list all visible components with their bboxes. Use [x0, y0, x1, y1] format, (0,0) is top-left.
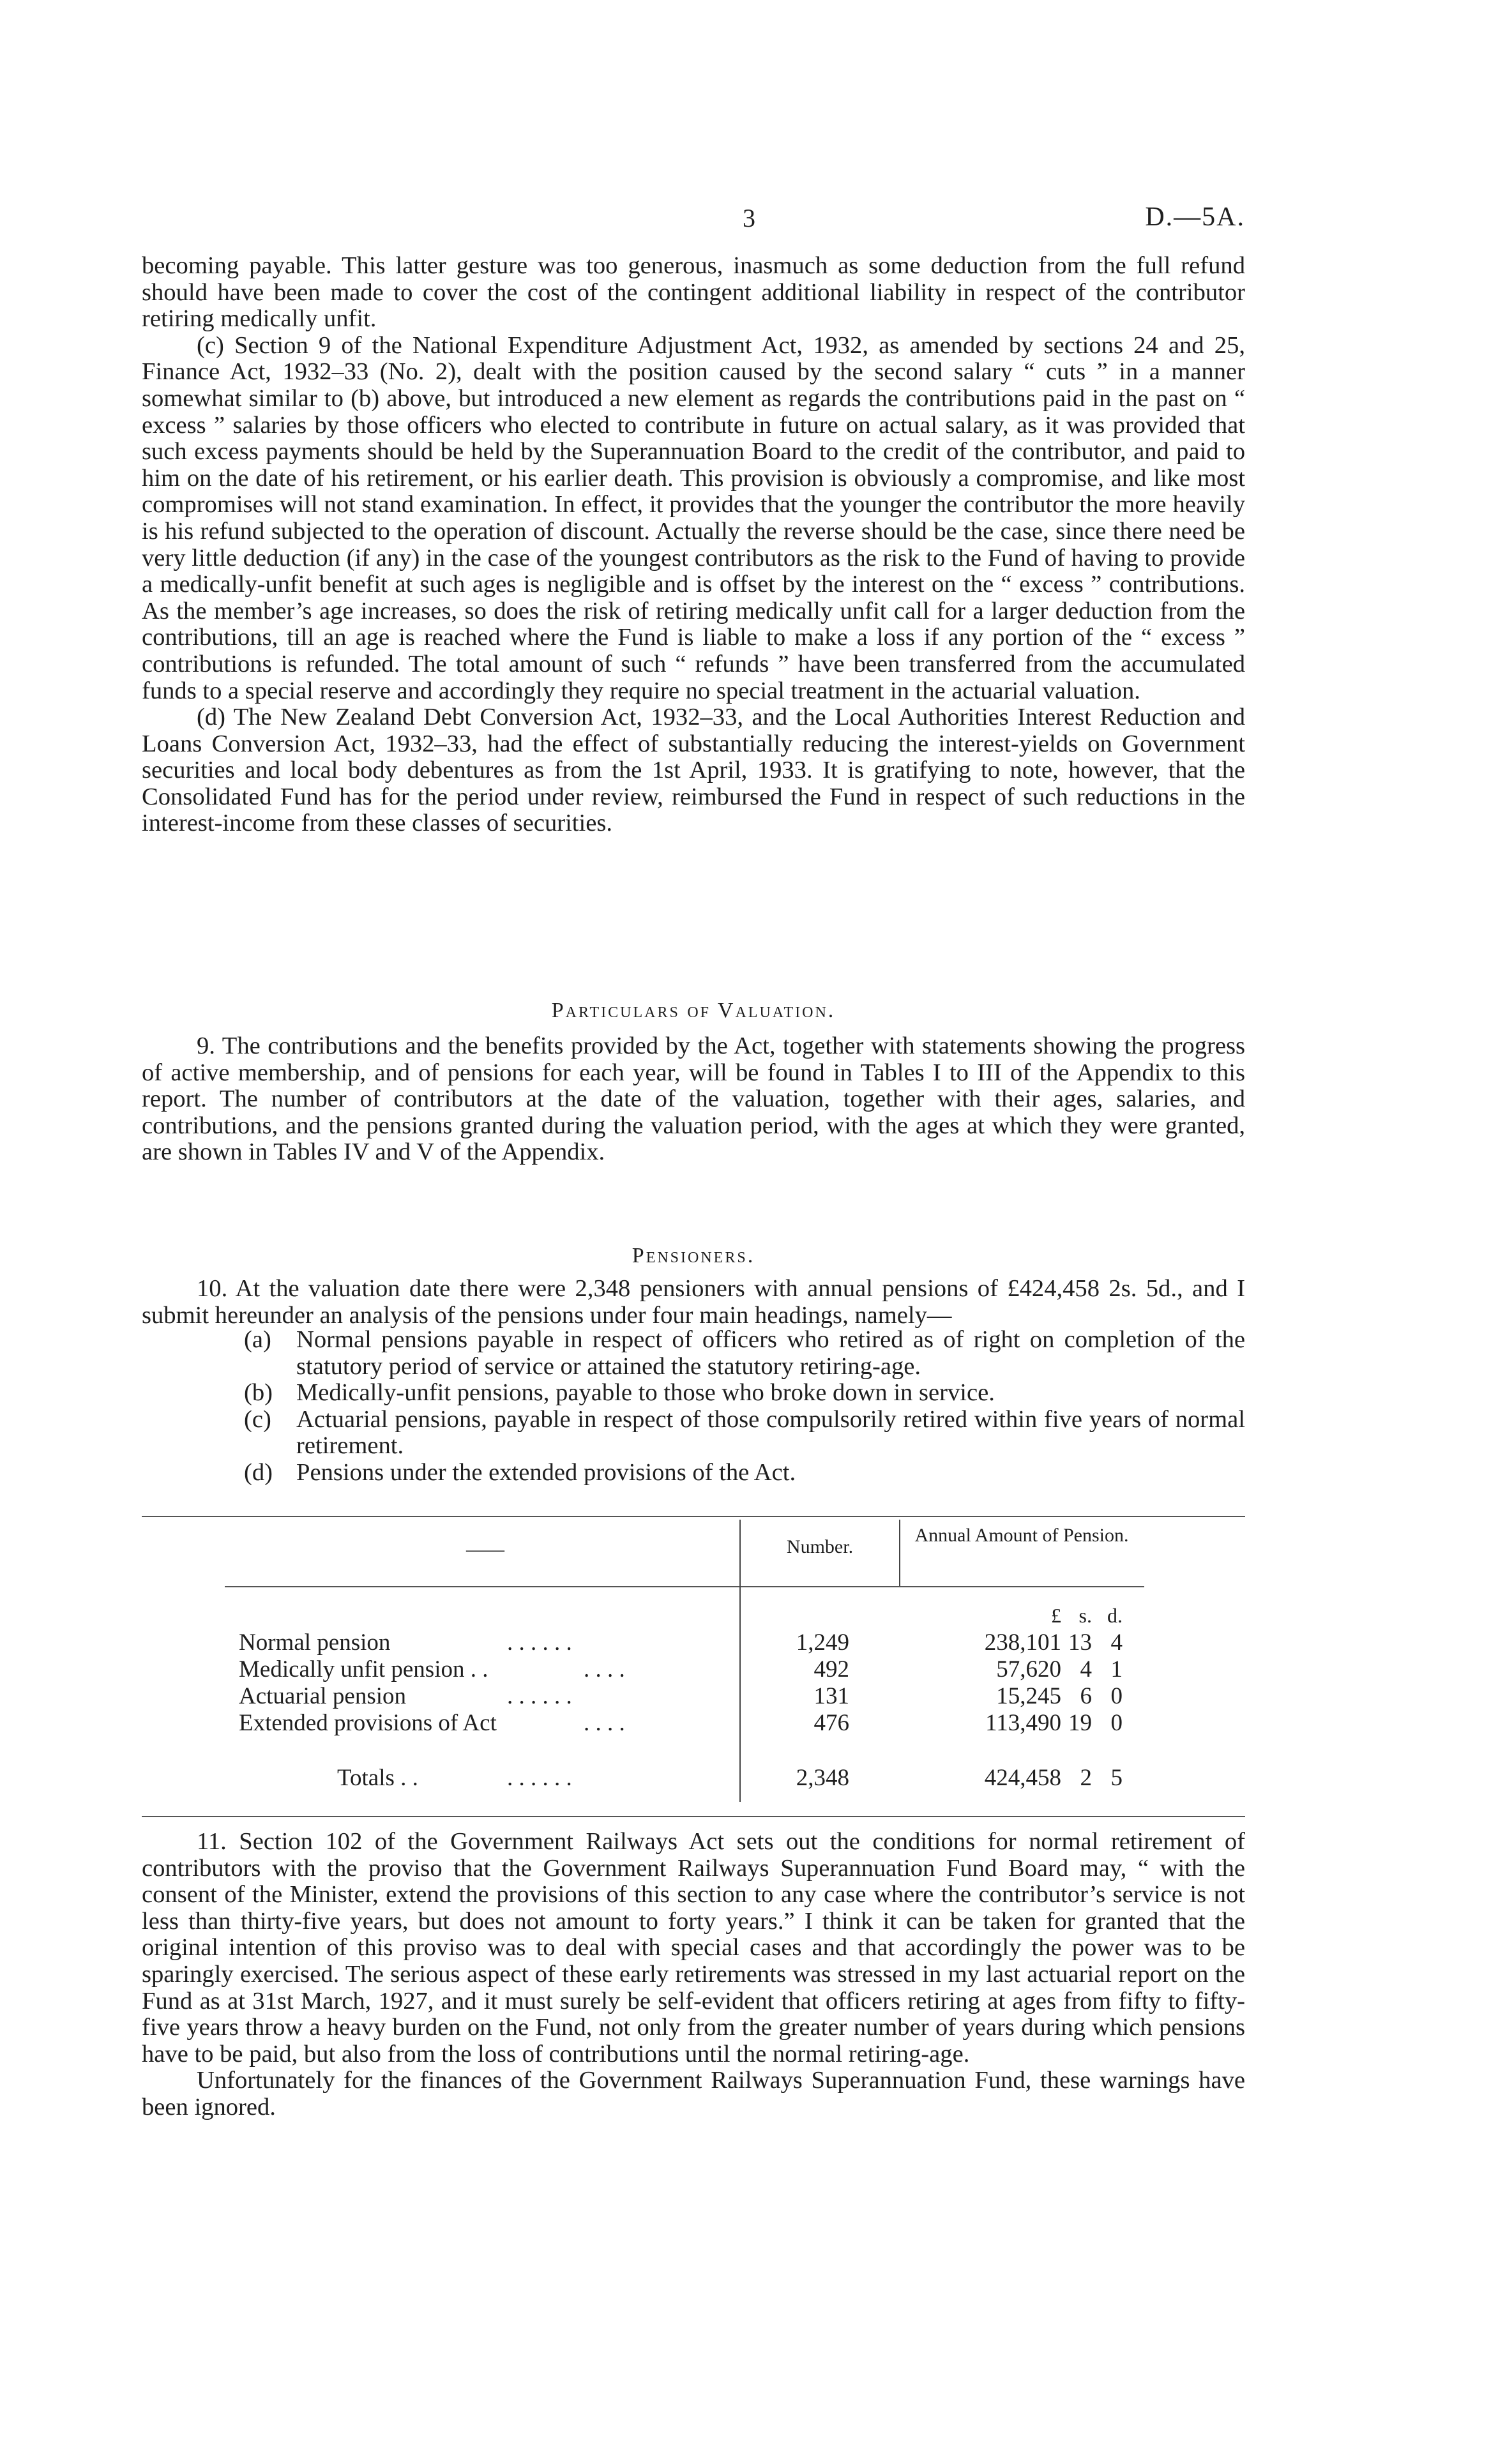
list-item-label: (a): [244, 1326, 271, 1353]
unit-shillings: s.: [1078, 1604, 1092, 1627]
paragraph-9: 9. The contributions and the benefits provided by the Act, together with statements showing the progress of active membership, and of pensions for each year, will be found in Tables I to III of the Appendix to this report. The number of contributors at the date of the valuation, together with their ages, salaries, and contributions, and the pensions granted during the valuation period, with the ages at which they were granted, are shown in Tables IV and V of the Appendix.: [142, 1032, 1245, 1166]
section-continuation: [142, 253, 1245, 837]
list-item: [244, 1327, 1245, 1380]
row-label-text: Extended provisions of Act: [239, 1710, 497, 1736]
section-particulars: [142, 1033, 1245, 1166]
unit-pence: d.: [1107, 1604, 1123, 1627]
table-top-rule: [142, 1516, 1245, 1517]
paragraph-continued: becoming payable. This latter gesture was too generous, inasmuch as some deduction from the full refund should have been made to cover the cost of the contingent additional liability in respect of the contributor retiring medically unfit.: [142, 252, 1245, 333]
table-cell-shillings: 6: [1080, 1683, 1092, 1709]
table-cell-pounds: 113,490: [985, 1710, 1061, 1736]
paragraph-c: (c) Section 9 of the National Expenditure Adjustment Act, 1932, as amended by sections 24 and 25, Finance Act, 1932–33 (No. 2), dealt with the position caused by the second salary “ cuts ” in a manner somewhat similar to (b) above, but introduced a new element as regards the contributions paid in the past on “ excess ” salaries by those officers who elected to contribute in future on actual salary, as it was provided that such excess payments should be held by the Superannuation Board to the credit of the contributor, and paid to him on the date of his retirement, or his earlier death. This provision is obviously a compromise, and like most compromises will not stand examination. In effect, it provides that the younger the contributor the more heavily is his refund subjected to the operation of discount. Actually the reverse should be the case, since there need be very little deduction (if any) in the case of the youngest contributors as the risk to the Fund of having to provide a medically-unfit benefit at such ages is negligible and is offset by the interest on the “ excess ” contributions. As the member’s age increases, so does the risk of retiring medically unfit call for a larger deduction from the contributions, till an age is reached where the Fund is liable to make a loss if any portion of the “ excess ” contributions is refunded. The total amount of such “ refunds ” have been transferred from the accumulated funds to a special reserve and accordingly they require no special treatment in the actuarial valuation.: [142, 331, 1245, 704]
table-cell-number: 1,249: [796, 1629, 849, 1656]
table-header-amount: Annual Amount of Pension.: [914, 1525, 1129, 1546]
table-bottom-rule: [142, 1816, 1245, 1817]
list-item-text: Pensions under the extended provisions of the Act.: [296, 1458, 796, 1486]
heading-particulars-of-valuation: Particulars of Valuation.: [551, 999, 836, 1022]
leader-dots: . . . . . .: [507, 1765, 572, 1791]
table-column-divider: [739, 1520, 741, 1802]
table-total-number: 2,348: [796, 1765, 849, 1791]
table-cell-number: 492: [813, 1656, 849, 1682]
document-reference: D.—5A.: [1145, 202, 1245, 232]
table-cell-pence: 1: [1110, 1656, 1123, 1682]
leader-dots: . . . .: [584, 1656, 625, 1682]
table-cell-pence: 0: [1110, 1683, 1123, 1709]
list-item-label: (b): [244, 1379, 273, 1407]
list-item: [244, 1380, 1245, 1407]
section-early-retirement: [142, 1829, 1245, 2121]
table-row-label: [239, 1656, 724, 1683]
paragraph-10: 10. At the valuation date there were 2,348 pensioners with annual pensions of £424,458 2s. 5d., and I submit hereunder an analysis of the pensions under four main headings, namely—: [142, 1275, 1245, 1329]
table-row-label: [239, 1710, 724, 1737]
table-header-rule: [225, 1586, 1144, 1587]
list-item-label: (c): [244, 1405, 271, 1433]
list-item-text: Medically-unfit pensions, payable to those who broke down in service.: [296, 1379, 995, 1407]
table-cell-pence: 4: [1110, 1629, 1123, 1656]
leader-dots: . . . .: [584, 1710, 625, 1736]
table-cell-pounds: 15,245: [996, 1683, 1061, 1709]
table-cell-pounds: 238,101: [984, 1629, 1061, 1656]
heading-pensioners: Pensioners.: [632, 1244, 755, 1267]
table-cell-number: 131: [813, 1683, 849, 1709]
list-item-text: Actuarial pensions, payable in respect of those compulsorily retired within five years of normal retirement.: [296, 1405, 1245, 1460]
leader-dots: . . . . . .: [507, 1683, 572, 1709]
table-row-label: [239, 1683, 724, 1710]
table-cell-number: 476: [813, 1710, 849, 1736]
table-cell-pounds: 57,620: [996, 1656, 1061, 1682]
table-header-blank: ——: [466, 1539, 504, 1560]
paragraph-unfortunately: Unfortunately for the finances of the Government Railways Superannuation Fund, these warnings have been ignored.: [142, 2067, 1245, 2120]
table-cell-shillings: 13: [1068, 1629, 1092, 1656]
list-item: [244, 1460, 1245, 1486]
totals-label-text: Totals . .: [337, 1765, 418, 1791]
table-total-pounds: 424,458: [984, 1765, 1061, 1791]
row-label-text: Medically unfit pension . .: [239, 1656, 488, 1682]
section-pensioners: [142, 1276, 1245, 1329]
page-number: 3: [743, 204, 755, 232]
list-item: [244, 1407, 1245, 1460]
table-row-label: [239, 1629, 724, 1656]
table-total-shillings: 2: [1080, 1765, 1092, 1791]
unit-pounds: £: [1051, 1604, 1061, 1627]
paragraph-11: 11. Section 102 of the Government Railways Act sets out the conditions for normal retirement of contributors with the proviso that the Government Railways Superannuation Fund Board may, “ with the consent of the Minister, extend the provisions of this section to any case where the contributor’s service is not less than thirty-five years, but does not amount to forty years.” I think it can be taken for granted that the original intention of this proviso was to deal with special cases and that accordingly the power was to be sparingly exercised. The serious aspect of these early retirements was stressed in my last actuarial report on the Fund as at 31st March, 1927, and it must surely be self-evident that officers retiring at ages from fifty to fifty-five years throw a heavy burden on the Fund, not only from the greater number of years during which pensions have to be paid, but also from the loss of contributions until the normal retiring-age.: [142, 1828, 1245, 2067]
paragraph-d: (d) The New Zealand Debt Conversion Act, 1932–33, and the Local Authorities Interest Reduction and Loans Conversion Act, 1932–33, had the effect of substantially reducing the interest-yields on Government securities and local body debentures as from the 1st April, 1933. It is gratifying to note, however, that the Consolidated Fund has for the period under review, reimbursed the Fund in respect of such reductions in the interest-income from these classes of securities.: [142, 704, 1245, 837]
pension-headings-list: [244, 1327, 1245, 1486]
table-header-number: Number.: [786, 1536, 854, 1557]
table-total-pence: 5: [1110, 1765, 1123, 1791]
row-label-text: Normal pension: [239, 1629, 391, 1656]
table-cell-shillings: 4: [1080, 1656, 1092, 1682]
table-cell-pence: 0: [1110, 1710, 1123, 1736]
list-item-text: Normal pensions payable in respect of officers who retired as of right on completion of the statutory period of service or attained the statutory retiring-age.: [296, 1326, 1245, 1380]
row-label-text: Actuarial pension: [239, 1683, 406, 1709]
list-item-label: (d): [244, 1458, 273, 1486]
leader-dots: . . . . . .: [507, 1629, 572, 1656]
table-cell-shillings: 19: [1068, 1710, 1092, 1736]
